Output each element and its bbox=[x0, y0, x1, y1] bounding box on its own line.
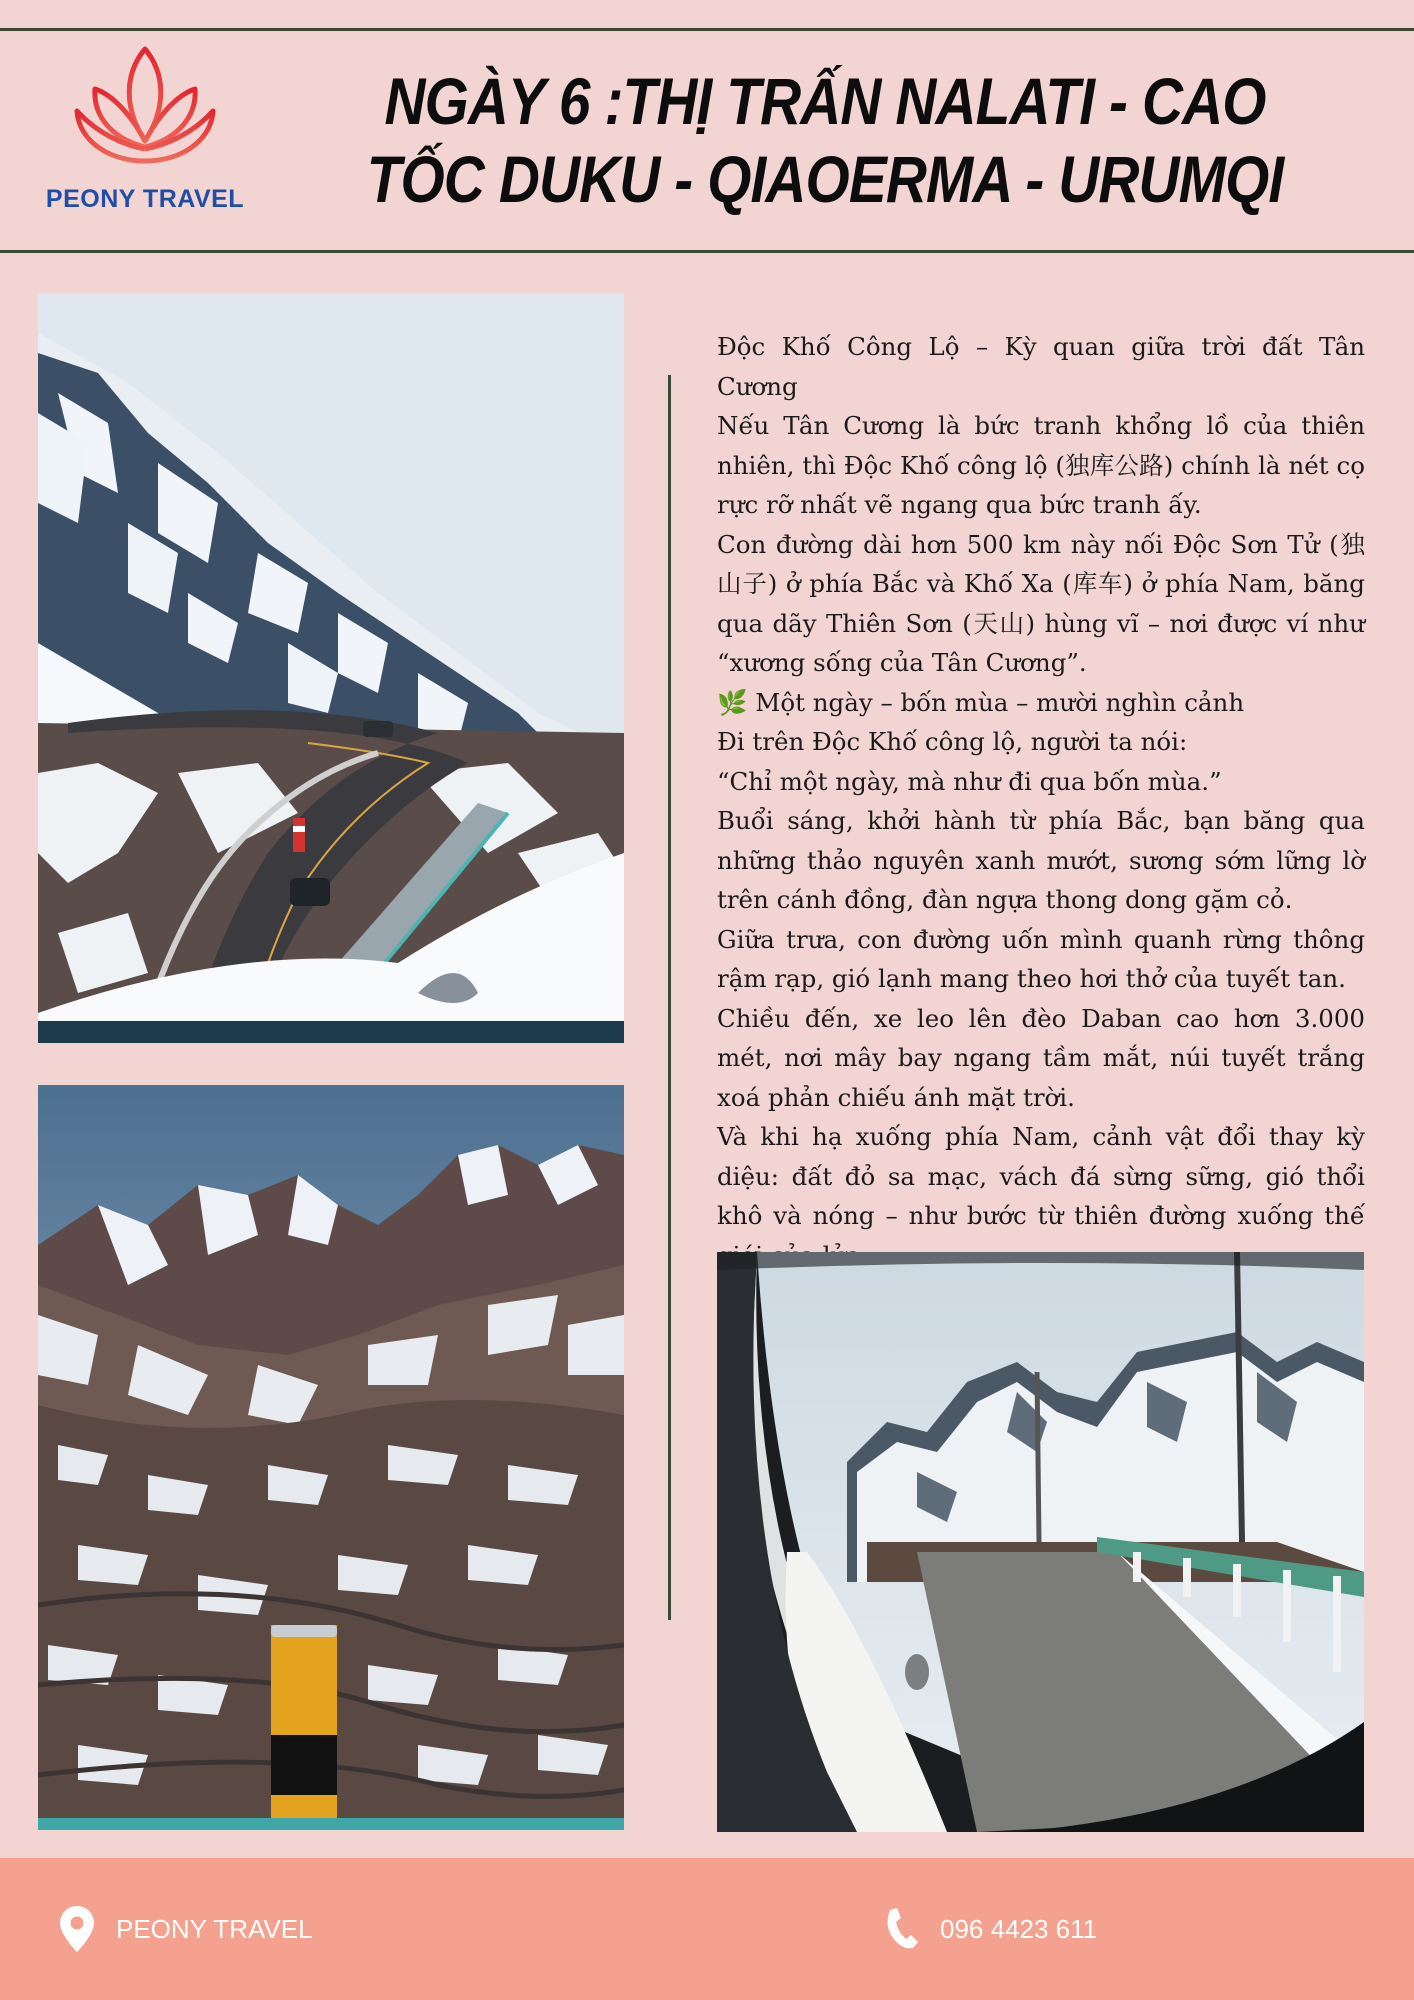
article-paragraph: Độc Khố Công Lộ – Kỳ quan giữa trời đất Tân Cương bbox=[717, 332, 1365, 401]
page-footer bbox=[0, 1858, 1414, 2000]
article-paragraph: “Chỉ một ngày, mà như đi qua bốn mùa.” bbox=[717, 766, 1222, 796]
article-paragraph: Chiều đến, xe leo lên đèo Daban cao hơn 3.000 mét, nơi mây bay ngang tầm mắt, núi tuyết trắng xoá phản chiếu ánh mặt trời. bbox=[717, 1003, 1365, 1112]
header-top-rule bbox=[0, 28, 1414, 31]
lotus-icon bbox=[73, 45, 217, 169]
phone-icon bbox=[884, 1908, 918, 1950]
footer-location bbox=[60, 1904, 313, 1954]
footer-location-text: PEONY TRAVEL bbox=[116, 1913, 313, 1944]
article-paragraph: 🌿 Một ngày – bốn mùa – mười nghìn cảnh bbox=[717, 687, 1245, 717]
photo-side-mirror-road bbox=[717, 1252, 1364, 1832]
photo-winding-snow-road bbox=[38, 293, 624, 1043]
article-paragraph: Đi trên Độc Khố công lộ, người ta nói: bbox=[717, 727, 1188, 756]
page-title: NGÀY 6 :THỊ TRẤN NALATI - CAO TỐC DUKU - QIAOERMA - URUMQI bbox=[366, 64, 1284, 216]
brand-logo bbox=[40, 45, 250, 220]
article-text bbox=[717, 327, 1365, 1315]
column-divider bbox=[668, 375, 671, 1620]
page-header bbox=[0, 0, 1414, 252]
article-paragraph: Con đường dài hơn 500 km này nối Độc Sơn Tử (独山子) ở phía Bắc và Khố Xa (库车) ở phía Nam, băng qua dãy Thiên Sơn (天山) hùng vĩ – nơi được ví như “xương sống của Tân Cương”. bbox=[717, 529, 1365, 677]
footer-phone-text[interactable]: 096 4423 611 bbox=[940, 1913, 1098, 1944]
article-paragraph: Buổi sáng, khởi hành từ phía Bắc, bạn băng qua những thảo nguyên xanh mướt, sương sớm lững lờ trên cánh đồng, đàn ngựa thong dong gặm cỏ. bbox=[717, 806, 1365, 914]
photo-mountain-valley bbox=[38, 1085, 624, 1830]
article-paragraph: Giữa trưa, con đường uốn mình quanh rừng thông rậm rạp, gió lạnh mang theo hơi thở của tuyết tan. bbox=[717, 924, 1365, 993]
map-pin-icon bbox=[60, 1906, 94, 1952]
article-paragraph: Và khi hạ xuống phía Nam, cảnh vật đổi thay kỳ diệu: đất đỏ sa mạc, vách đá sừng sững, gió thổi khô và nóng – như bước từ thiên đường xuống thế bbox=[717, 1122, 1365, 1230]
header-bottom-rule bbox=[0, 250, 1414, 253]
footer-phone[interactable] bbox=[884, 1904, 1097, 1954]
article-paragraph: Nếu Tân Cương là bức tranh khổng lồ của thiên nhiên, thì Độc Khố công lộ (独库公路) chính là nét cọ rực rỡ nhất vẽ ngang qua bức tranh ấy. bbox=[717, 411, 1365, 519]
brand-logo-text: PEONY TRAVEL bbox=[45, 185, 245, 213]
